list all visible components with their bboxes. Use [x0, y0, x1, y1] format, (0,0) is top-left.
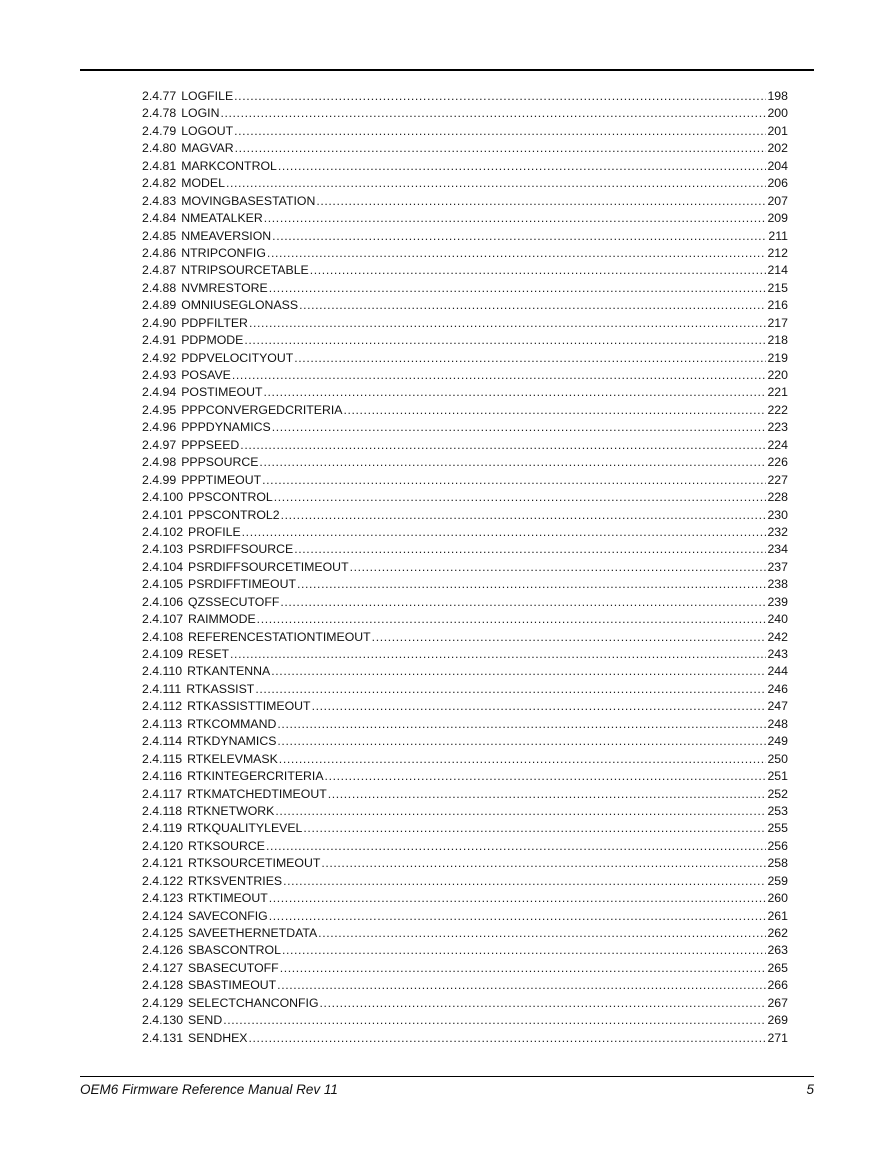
toc-entry-number: 2.4.128	[142, 978, 184, 993]
header-rule	[80, 69, 814, 71]
toc-entry-number: 2.4.111	[142, 681, 182, 696]
toc-dot-leader	[240, 437, 766, 454]
toc-entry-number: 2.4.93	[142, 368, 177, 382]
toc-entry-number: 2.4.118	[142, 803, 183, 818]
toc-entry-title: OMNIUSEGLONASS	[181, 298, 299, 313]
toc-entry-title: PSRDIFFSOURCETIMEOUT	[188, 559, 349, 574]
toc-entry-number: 2.4.104	[142, 559, 184, 574]
toc-entry[interactable]	[142, 105, 788, 122]
toc-entry-title: PDPFILTER	[181, 315, 248, 330]
toc-entry-page: 227	[767, 472, 788, 487]
toc-entry[interactable]	[142, 384, 788, 401]
toc-entry-page: 202	[767, 141, 788, 156]
toc-entry-title: RAIMMODE	[188, 612, 256, 627]
toc-entry-page: 243	[767, 647, 788, 661]
toc-entry-number: 2.4.89	[142, 298, 177, 313]
toc-entry[interactable]	[142, 977, 788, 994]
toc-entry-page: 204	[767, 158, 788, 173]
toc-dot-leader	[277, 716, 766, 733]
toc-dot-leader	[269, 280, 767, 297]
toc-entry-title: PDPMODE	[181, 333, 244, 348]
toc-dot-leader	[249, 315, 767, 332]
toc-entry-title: NMEATALKER	[181, 211, 263, 226]
toc-dot-leader	[274, 489, 767, 506]
toc-entry-page: 250	[767, 751, 788, 766]
toc-entry-number: 2.4.110	[142, 664, 183, 679]
toc-entry-number: 2.4.79	[142, 123, 177, 138]
toc-dot-leader	[283, 873, 766, 890]
toc-entry[interactable]	[142, 489, 788, 506]
toc-entry[interactable]	[142, 123, 788, 140]
toc-dot-leader	[343, 402, 766, 419]
toc-entry-page: 259	[767, 873, 788, 888]
toc-entry-page: 200	[767, 106, 788, 121]
toc-entry-number: 2.4.125	[142, 926, 184, 940]
toc-dot-leader	[281, 507, 767, 524]
toc-entry-page: 215	[767, 280, 788, 295]
toc-entry-page: 207	[767, 193, 788, 208]
toc-entry-page: 239	[767, 594, 788, 609]
toc-entry[interactable]	[142, 1012, 788, 1029]
toc-dot-leader	[264, 384, 767, 401]
toc-entry-page: 228	[767, 490, 788, 505]
footer-rule	[80, 1076, 814, 1077]
toc-entry-number: 2.4.122	[142, 873, 184, 888]
toc-entry-page: 224	[767, 437, 788, 452]
toc-entry-number: 2.4.117	[142, 786, 183, 801]
toc-dot-leader	[320, 995, 767, 1012]
toc-entry-page: 212	[767, 245, 788, 260]
toc-dot-leader	[279, 751, 767, 768]
toc-entry[interactable]	[142, 140, 788, 157]
toc-entry-title: SAVEETHERNETDATA	[188, 926, 318, 940]
toc-entry-title: REFERENCESTATIONTIMEOUT	[188, 629, 371, 644]
toc-entry-number: 2.4.92	[142, 350, 177, 365]
toc-entry-page: 246	[767, 681, 788, 696]
toc-entry-number: 2.4.101	[142, 507, 184, 522]
toc-entry-title: PROFILE	[188, 524, 241, 539]
toc-entry-page: 258	[767, 856, 788, 871]
toc-entry-number: 2.4.99	[142, 472, 177, 487]
toc-dot-leader	[350, 559, 767, 576]
toc-entry[interactable]	[142, 960, 788, 977]
toc-entry[interactable]	[142, 245, 788, 262]
footer-manual-title: OEM6 Firmware Reference Manual Rev 11	[80, 1082, 338, 1097]
toc-entry-title: RTKQUALITYLEVEL	[187, 821, 303, 836]
toc-entry-title: SENDHEX	[188, 1030, 248, 1045]
toc-entry-number: 2.4.100	[142, 490, 184, 505]
toc-entry-title: PPPTIMEOUT	[181, 472, 262, 487]
toc-entry-title: SBASCONTROL	[188, 943, 281, 958]
toc-entry-number: 2.4.119	[142, 821, 183, 836]
toc-entry-title: RTKASSIST	[186, 681, 255, 696]
toc-entry[interactable]	[142, 594, 788, 611]
toc-entry[interactable]	[142, 890, 788, 907]
toc-entry-number: 2.4.77	[142, 89, 177, 103]
toc-dot-leader	[255, 681, 766, 698]
toc-entry[interactable]	[142, 402, 788, 419]
toc-dot-leader	[235, 140, 767, 157]
toc-dot-leader	[259, 454, 766, 471]
toc-entry-title: RTKANTENNA	[187, 664, 271, 679]
toc-entry-title: PSRDIFFSOURCE	[188, 542, 294, 557]
toc-entry-number: 2.4.131	[142, 1030, 184, 1045]
toc-entry-number: 2.4.105	[142, 577, 184, 592]
toc-entry-page: 267	[767, 995, 788, 1010]
toc-entry-number: 2.4.97	[142, 437, 177, 452]
toc-entry-title: PPPSEED	[181, 437, 240, 452]
toc-entry-number: 2.4.112	[142, 699, 183, 714]
toc-entry[interactable]	[142, 210, 788, 227]
toc-entry-title: RTKDYNAMICS	[187, 734, 277, 749]
table-of-contents	[142, 88, 788, 1047]
toc-entry-number: 2.4.130	[142, 1013, 184, 1028]
toc-entry-page: 248	[767, 716, 788, 731]
toc-entry-title: LOGFILE	[181, 89, 234, 103]
toc-entry-title: RTKTIMEOUT	[188, 891, 268, 906]
toc-entry[interactable]	[142, 629, 788, 646]
toc-entry-page: 214	[767, 263, 788, 278]
toc-entry-title: RTKSOURCETIMEOUT	[188, 856, 321, 871]
toc-entry-title: PDPVELOCITYOUT	[181, 350, 294, 365]
toc-entry-page: 260	[767, 891, 788, 906]
toc-entry[interactable]	[142, 419, 788, 436]
toc-entry-number: 2.4.83	[142, 193, 177, 208]
toc-entry-title: PPSCONTROL2	[188, 507, 280, 522]
toc-entry-page: 219	[767, 350, 788, 365]
toc-entry-number: 2.4.126	[142, 943, 184, 958]
toc-entry[interactable]	[142, 1030, 788, 1047]
toc-dot-leader	[316, 193, 766, 210]
toc-entry-number: 2.4.84	[142, 211, 177, 226]
toc-entry-number: 2.4.90	[142, 315, 177, 330]
toc-entry[interactable]	[142, 262, 788, 279]
toc-entry-number: 2.4.115	[142, 751, 183, 766]
toc-entry-title: POSAVE	[181, 368, 231, 382]
toc-entry[interactable]	[142, 855, 788, 872]
toc-entry-page: 217	[767, 315, 788, 330]
toc-entry[interactable]	[142, 332, 788, 349]
toc-dot-leader	[299, 297, 766, 314]
toc-dot-leader	[269, 890, 767, 907]
toc-entry-number: 2.4.124	[142, 908, 184, 923]
toc-entry[interactable]	[142, 925, 788, 942]
toc-entry-title: QZSSECUTOFF	[188, 594, 280, 609]
toc-entry[interactable]	[142, 280, 788, 297]
toc-entry[interactable]	[142, 942, 788, 959]
toc-entry-title: RTKSOURCE	[188, 838, 266, 853]
toc-dot-leader	[280, 960, 767, 977]
toc-entry-page: 238	[767, 577, 788, 592]
toc-entry-number: 2.4.107	[142, 612, 184, 627]
toc-entry-title: RTKMATCHEDTIMEOUT	[187, 786, 327, 801]
toc-entry-number: 2.4.82	[142, 176, 177, 191]
toc-entry-page: 249	[767, 734, 788, 749]
toc-entry-title: PPSCONTROL	[188, 490, 273, 505]
toc-entry-number: 2.4.85	[142, 228, 177, 243]
toc-entry-number: 2.4.113	[142, 716, 183, 731]
toc-entry-number: 2.4.81	[142, 158, 177, 173]
toc-dot-leader	[269, 908, 767, 925]
toc-entry[interactable]	[142, 681, 788, 698]
toc-dot-leader	[223, 1012, 766, 1029]
toc-dot-leader	[277, 977, 766, 994]
toc-entry-title: LOGIN	[181, 106, 220, 121]
toc-entry-page: 206	[767, 176, 788, 191]
toc-entry-number: 2.4.109	[142, 647, 184, 661]
toc-entry[interactable]	[142, 315, 788, 332]
toc-entry-title: SELECTCHANCONFIG	[188, 995, 319, 1010]
toc-entry-number: 2.4.114	[142, 734, 183, 749]
toc-entry[interactable]	[142, 437, 788, 454]
toc-entry-number: 2.4.116	[142, 769, 183, 784]
toc-entry-title: MODEL	[181, 176, 225, 191]
toc-entry-number: 2.4.123	[142, 891, 184, 906]
toc-dot-leader	[257, 611, 767, 628]
toc-entry-page: 222	[767, 402, 788, 417]
toc-dot-leader	[277, 733, 766, 750]
toc-entry-number: 2.4.87	[142, 263, 177, 278]
toc-entry[interactable]	[142, 88, 788, 105]
toc-entry-page: 221	[767, 385, 788, 400]
toc-entry-page: 218	[767, 333, 788, 348]
toc-dot-leader	[312, 698, 767, 715]
toc-entry[interactable]	[142, 733, 788, 750]
toc-entry[interactable]	[142, 803, 788, 820]
toc-entry-page: 263	[767, 943, 788, 958]
toc-entry[interactable]	[142, 838, 788, 855]
toc-entry-title: NMEAVERSION	[181, 228, 272, 243]
toc-entry[interactable]	[142, 541, 788, 558]
toc-entry[interactable]	[142, 768, 788, 785]
toc-entry-page: 242	[767, 629, 788, 644]
toc-entry-page: 251	[767, 769, 788, 784]
toc-entry-number: 2.4.103	[142, 542, 184, 557]
toc-entry-title: PSRDIFFTIMEOUT	[188, 577, 296, 592]
toc-entry-number: 2.4.106	[142, 594, 184, 609]
toc-dot-leader	[282, 942, 767, 959]
toc-entry-number: 2.4.78	[142, 106, 177, 121]
toc-entry-page: 256	[767, 838, 788, 853]
toc-entry-page: 226	[767, 455, 788, 470]
toc-entry-title: NVMRESTORE	[181, 280, 268, 295]
toc-dot-leader	[278, 158, 767, 175]
toc-dot-leader	[234, 123, 766, 140]
toc-dot-leader	[220, 105, 766, 122]
toc-entry-title: MAGVAR	[181, 141, 234, 156]
toc-entry[interactable]	[142, 786, 788, 803]
toc-entry[interactable]	[142, 367, 788, 384]
toc-entry-title: PPPSOURCE	[181, 455, 259, 470]
toc-entry-page: 271	[767, 1030, 788, 1045]
toc-entry-title: POSTIMEOUT	[181, 385, 263, 400]
toc-entry[interactable]	[142, 472, 788, 489]
toc-dot-leader	[264, 210, 767, 227]
toc-entry-title: RESET	[188, 647, 230, 661]
toc-entry[interactable]	[142, 228, 788, 245]
toc-entry[interactable]	[142, 576, 788, 593]
toc-entry-title: LOGOUT	[181, 123, 234, 138]
toc-entry-number: 2.4.127	[142, 960, 184, 975]
toc-entry-page: 255	[767, 821, 788, 836]
toc-dot-leader	[248, 1030, 766, 1047]
toc-entry-number: 2.4.108	[142, 629, 184, 644]
toc-entry[interactable]	[142, 716, 788, 733]
toc-entry-page: 240	[767, 612, 788, 627]
toc-entry-page: 265	[767, 960, 788, 975]
toc-entry-page: 237	[767, 559, 788, 574]
toc-entry-number: 2.4.121	[142, 856, 184, 871]
toc-entry-title: SBASTIMEOUT	[188, 978, 277, 993]
toc-entry-page: 216	[767, 298, 788, 313]
toc-entry-page: 253	[767, 803, 788, 818]
toc-entry-page: 201	[767, 123, 788, 138]
toc-dot-leader	[272, 419, 767, 436]
toc-entry-page: 266	[767, 978, 788, 993]
footer-page-number: 5	[806, 1082, 814, 1097]
toc-entry-page: 247	[767, 699, 788, 714]
toc-dot-leader	[372, 629, 767, 646]
toc-entry[interactable]	[142, 175, 788, 192]
toc-dot-leader	[297, 576, 767, 593]
toc-entry[interactable]	[142, 698, 788, 715]
toc-dot-leader	[267, 245, 767, 262]
toc-entry-number: 2.4.120	[142, 838, 184, 853]
toc-dot-leader	[325, 768, 767, 785]
toc-dot-leader	[230, 646, 766, 663]
toc-entry-number: 2.4.102	[142, 524, 184, 539]
toc-entry-page: 261	[767, 908, 788, 923]
toc-dot-leader	[226, 175, 767, 192]
toc-dot-leader	[244, 332, 766, 349]
toc-dot-leader	[234, 88, 766, 105]
toc-entry-page: 209	[767, 211, 788, 226]
toc-entry-title: NTRIPCONFIG	[181, 245, 266, 260]
toc-entry[interactable]	[142, 158, 788, 175]
toc-dot-leader	[303, 820, 766, 837]
toc-entry-page: 230	[767, 507, 788, 522]
toc-entry[interactable]	[142, 646, 788, 663]
toc-dot-leader	[328, 786, 767, 803]
toc-entry-title: RTKELEVMASK	[187, 751, 278, 766]
toc-entry-title: RTKSVENTRIES	[188, 873, 283, 888]
toc-entry[interactable]	[142, 297, 788, 314]
toc-entry-title: MARKCONTROL	[181, 158, 277, 173]
toc-dot-leader	[271, 663, 766, 680]
toc-entry-number: 2.4.94	[142, 385, 177, 400]
toc-dot-leader	[294, 541, 766, 558]
toc-entry[interactable]	[142, 559, 788, 576]
toc-entry[interactable]	[142, 908, 788, 925]
toc-entry-title: RTKCOMMAND	[187, 716, 277, 731]
toc-dot-leader	[310, 262, 767, 279]
toc-entry-page: 220	[767, 368, 788, 382]
toc-entry[interactable]	[142, 507, 788, 524]
toc-dot-leader	[272, 228, 767, 245]
toc-entry-title: SAVECONFIG	[188, 908, 268, 923]
toc-entry[interactable]	[142, 611, 788, 628]
toc-entry-title: MOVINGBASESTATION	[181, 193, 316, 208]
toc-entry-page: 223	[767, 420, 788, 435]
toc-entry-page: 211	[768, 228, 788, 243]
toc-dot-leader	[321, 855, 766, 872]
toc-entry-page: 269	[767, 1013, 788, 1028]
toc-entry-number: 2.4.98	[142, 455, 177, 470]
toc-entry-title: PPPDYNAMICS	[181, 420, 271, 435]
toc-dot-leader	[232, 367, 767, 384]
toc-entry[interactable]	[142, 873, 788, 890]
toc-entry-title: RTKNETWORK	[187, 803, 275, 818]
toc-entry-page: 244	[767, 664, 788, 679]
toc-entry-page: 232	[767, 524, 788, 539]
toc-entry[interactable]	[142, 454, 788, 471]
toc-entry-number: 2.4.86	[142, 245, 177, 260]
toc-entry-number: 2.4.96	[142, 420, 177, 435]
toc-entry-title: SEND	[188, 1013, 223, 1028]
toc-entry[interactable]	[142, 820, 788, 837]
toc-entry[interactable]	[142, 193, 788, 210]
toc-dot-leader	[280, 594, 766, 611]
toc-entry[interactable]	[142, 663, 788, 680]
toc-entry-title: RTKASSISTTIMEOUT	[187, 699, 311, 714]
toc-entry-page: 252	[767, 786, 788, 801]
toc-dot-leader	[242, 524, 767, 541]
toc-entry-number: 2.4.80	[142, 141, 177, 156]
toc-entry-page: 262	[767, 926, 788, 940]
toc-entry-title: RTKINTEGERCRITERIA	[187, 769, 324, 784]
toc-entry[interactable]	[142, 524, 788, 541]
toc-dot-leader	[294, 350, 766, 367]
toc-dot-leader	[318, 925, 766, 942]
toc-entry[interactable]	[142, 350, 788, 367]
toc-entry[interactable]	[142, 995, 788, 1012]
toc-entry-title: SBASECUTOFF	[188, 960, 279, 975]
toc-entry-page: 234	[767, 542, 788, 557]
toc-entry-title: NTRIPSOURCETABLE	[181, 263, 309, 278]
toc-entry-number: 2.4.95	[142, 402, 177, 417]
toc-entry-page: 198	[767, 89, 788, 103]
toc-entry-number: 2.4.129	[142, 995, 184, 1010]
toc-entry-number: 2.4.88	[142, 280, 177, 295]
toc-entry-number: 2.4.91	[142, 333, 177, 348]
toc-entry-title: PPPCONVERGEDCRITERIA	[181, 402, 343, 417]
toc-dot-leader	[266, 838, 766, 855]
toc-dot-leader	[275, 803, 766, 820]
toc-entry[interactable]	[142, 751, 788, 768]
toc-dot-leader	[262, 472, 766, 489]
